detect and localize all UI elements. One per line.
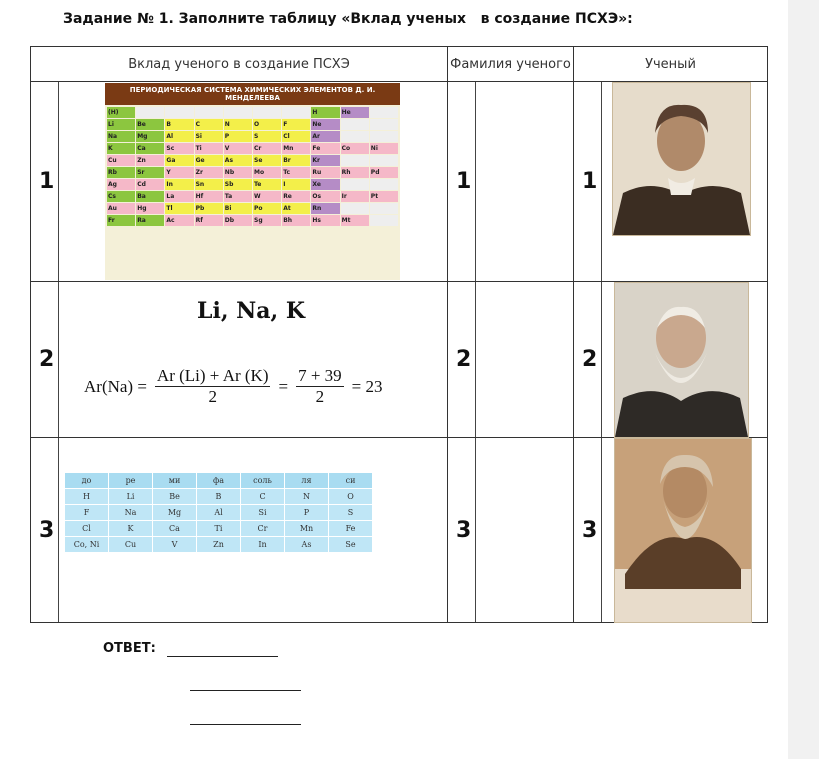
element-cell: Db — [224, 215, 252, 226]
element-cell — [370, 131, 398, 142]
element-cell: C — [195, 119, 223, 130]
element-cell: F — [282, 119, 310, 130]
table-row — [65, 489, 373, 505]
element-cell: V — [224, 143, 252, 154]
element-cell: In — [165, 179, 193, 190]
element-cell: Cs — [107, 191, 135, 202]
element-cell: Pd — [370, 167, 398, 178]
row-number: 3 — [456, 517, 472, 543]
element-cell: K — [107, 143, 135, 154]
octave-cell: Cl — [65, 521, 109, 537]
element-cell — [224, 107, 252, 118]
formula-lhs: Ar(Na) = — [84, 376, 147, 396]
fraction-1-denominator: 2 — [208, 387, 217, 406]
octave-cell: Be — [153, 489, 197, 505]
fraction-2-denominator: 2 — [315, 387, 325, 406]
header-contribution: Вклад ученого в создание ПСХЭ — [31, 47, 448, 82]
answer-line-1[interactable] — [167, 656, 278, 657]
element-cell: Co — [341, 143, 369, 154]
element-cell — [370, 155, 398, 166]
octave-cell: Se — [329, 537, 373, 553]
octave-cell: Ti — [197, 521, 241, 537]
element-cell: Ca — [136, 143, 164, 154]
element-cell: Nb — [224, 167, 252, 178]
row-number: 3 — [582, 517, 598, 543]
row-number: 1 — [39, 169, 55, 194]
element-cell: Ba — [136, 191, 164, 202]
octave-cell: фа — [197, 473, 241, 489]
element-cell: Ti — [195, 143, 223, 154]
element-cell: Mt — [341, 215, 369, 226]
element-cell: Ga — [165, 155, 193, 166]
triad-formula — [84, 366, 383, 407]
element-cell: Rf — [195, 215, 223, 226]
task-title: Задание № 1. Заполните таблицу «Вклад ученых в создание ПСХЭ»: — [63, 11, 633, 27]
element-cell: Ne — [311, 119, 339, 130]
element-cell — [341, 203, 369, 214]
element-cell: Sb — [224, 179, 252, 190]
periodic-table-grid — [105, 105, 400, 228]
fraction-2 — [296, 366, 344, 407]
octave-cell: до — [65, 473, 109, 489]
element-cell — [341, 131, 369, 142]
element-cell: Ta — [224, 191, 252, 202]
element-cell: Al — [165, 131, 193, 142]
element-cell: (H) — [107, 107, 135, 118]
element-cell: Sg — [253, 215, 281, 226]
element-cell: Si — [195, 131, 223, 142]
element-cell: Hs — [311, 215, 339, 226]
element-cell: Sr — [136, 167, 164, 178]
fraction-1-numerator: Ar (Li) + Ar (K) — [156, 366, 269, 385]
table-row — [65, 537, 373, 553]
element-cell: Hg — [136, 203, 164, 214]
element-cell — [165, 107, 193, 118]
element-cell: I — [282, 179, 310, 190]
element-cell: W — [253, 191, 281, 202]
element-cell: Li — [107, 119, 135, 130]
element-cell: Cu — [107, 155, 135, 166]
element-cell: Os — [311, 191, 339, 202]
formula-equals: = — [278, 376, 289, 396]
element-cell: Br — [282, 155, 310, 166]
element-cell: Pb — [195, 203, 223, 214]
table-row — [65, 521, 373, 537]
octave-cell: ре — [109, 473, 153, 489]
octave-cell: Zn — [197, 537, 241, 553]
octave-cell: Na — [109, 505, 153, 521]
element-cell: N — [224, 119, 252, 130]
row-number: 3 — [39, 517, 55, 543]
element-cell: Fr — [107, 215, 135, 226]
element-cell: Po — [253, 203, 281, 214]
octave-cell: Ca — [153, 521, 197, 537]
element-cell: Cl — [282, 131, 310, 142]
element-cell: Ni — [370, 143, 398, 154]
row-number: 1 — [582, 169, 598, 194]
periodic-table-heading: ПЕРИОДИЧЕСКАЯ СИСТЕМА ХИМИЧЕСКИХ ЭЛЕМЕНТОВ Д. И. МЕНДЕЛЕЕВА — [105, 83, 400, 105]
surname-cell[interactable] — [448, 438, 574, 623]
answer-line-3[interactable] — [190, 724, 301, 725]
octave-cell: Co, Ni — [65, 537, 109, 553]
octave-cell: B — [197, 489, 241, 505]
octave-cell: N — [285, 489, 329, 505]
octave-cell: V — [153, 537, 197, 553]
octave-cell: S — [329, 505, 373, 521]
element-cell: Te — [253, 179, 281, 190]
element-cell — [370, 119, 398, 130]
octave-cell: ля — [285, 473, 329, 489]
element-cell — [370, 107, 398, 118]
element-cell — [341, 155, 369, 166]
scientist-portrait-3 — [614, 438, 752, 623]
octave-cell: O — [329, 489, 373, 505]
element-cell — [370, 215, 398, 226]
element-cell — [370, 179, 398, 190]
element-cell: Mo — [253, 167, 281, 178]
element-cell: Xe — [311, 179, 339, 190]
octave-cell: F — [65, 505, 109, 521]
header-surname: Фамилия ученого — [448, 47, 574, 82]
element-cell: Rb — [107, 167, 135, 178]
octave-cell: Cr — [241, 521, 285, 537]
answer-line-2[interactable] — [190, 690, 301, 691]
row-number: 1 — [456, 169, 472, 194]
element-cell: Na — [107, 131, 135, 142]
element-cell: Ru — [311, 167, 339, 178]
element-cell: Kr — [311, 155, 339, 166]
scientist-portrait-2 — [614, 282, 749, 438]
element-cell: Se — [253, 155, 281, 166]
element-cell: Tl — [165, 203, 193, 214]
element-cell: Rh — [341, 167, 369, 178]
row-number: 2 — [582, 347, 598, 372]
element-cell: H — [311, 107, 339, 118]
element-cell: B — [165, 119, 193, 130]
element-cell — [341, 179, 369, 190]
element-cell: Mn — [282, 143, 310, 154]
fraction-1 — [155, 366, 271, 407]
element-cell — [195, 107, 223, 118]
octave-cell: Al — [197, 505, 241, 521]
scientist-portrait-1 — [612, 82, 751, 236]
octave-cell: H — [65, 489, 109, 505]
table-row — [65, 505, 373, 521]
row-number: 2 — [456, 347, 472, 372]
element-cell: S — [253, 131, 281, 142]
octave-cell: K — [109, 521, 153, 537]
fraction-2-numerator: 7 + 39 — [298, 366, 342, 385]
octave-cell: Mn — [285, 521, 329, 537]
element-cell: Bh — [282, 215, 310, 226]
element-cell: As — [224, 155, 252, 166]
element-cell — [253, 107, 281, 118]
element-cell: Ir — [341, 191, 369, 202]
octave-cell: Si — [241, 505, 285, 521]
element-cell: Fe — [311, 143, 339, 154]
element-cell — [282, 107, 310, 118]
octave-cell: In — [241, 537, 285, 553]
element-cell: Zr — [195, 167, 223, 178]
octave-cell: As — [285, 537, 329, 553]
octave-cell: Mg — [153, 505, 197, 521]
octave-cell: P — [285, 505, 329, 521]
element-cell: Hf — [195, 191, 223, 202]
table-row — [65, 473, 373, 489]
element-cell: Sn — [195, 179, 223, 190]
element-cell: La — [165, 191, 193, 202]
octave-cell: Li — [109, 489, 153, 505]
element-cell — [136, 107, 164, 118]
element-cell: Be — [136, 119, 164, 130]
element-cell: Ra — [136, 215, 164, 226]
octave-cell: ми — [153, 473, 197, 489]
formula-result: = 23 — [351, 376, 383, 396]
octave-cell: си — [329, 473, 373, 489]
element-cell: Zn — [136, 155, 164, 166]
element-cell — [370, 203, 398, 214]
octave-cell: Fe — [329, 521, 373, 537]
octave-cell: Cu — [109, 537, 153, 553]
triad-formula-title: Li, Na, K — [197, 298, 305, 324]
element-cell: At — [282, 203, 310, 214]
element-cell: Ge — [195, 155, 223, 166]
element-cell: He — [341, 107, 369, 118]
header-scientist: Ученый — [574, 47, 768, 82]
element-cell: O — [253, 119, 281, 130]
element-cell: Y — [165, 167, 193, 178]
element-cell: Ac — [165, 215, 193, 226]
octaves-table — [64, 472, 373, 553]
element-cell: Au — [107, 203, 135, 214]
surname-cell[interactable] — [448, 282, 574, 438]
element-cell: Bi — [224, 203, 252, 214]
element-cell: Ar — [311, 131, 339, 142]
element-cell: Sc — [165, 143, 193, 154]
element-cell: Tc — [282, 167, 310, 178]
element-cell: P — [224, 131, 252, 142]
element-cell: Rn — [311, 203, 339, 214]
element-cell: Cd — [136, 179, 164, 190]
octave-cell: соль — [241, 473, 285, 489]
element-cell: Mg — [136, 131, 164, 142]
element-cell: Re — [282, 191, 310, 202]
surname-cell[interactable] — [448, 82, 574, 282]
table-header-row — [31, 47, 768, 82]
page-margin — [788, 0, 819, 759]
row-number: 2 — [39, 347, 55, 372]
periodic-table-image — [105, 83, 400, 280]
element-cell — [341, 119, 369, 130]
octave-cell: C — [241, 489, 285, 505]
answer-label: ОТВЕТ: — [103, 641, 156, 656]
element-cell: Pt — [370, 191, 398, 202]
element-cell: Ag — [107, 179, 135, 190]
element-cell: Cr — [253, 143, 281, 154]
